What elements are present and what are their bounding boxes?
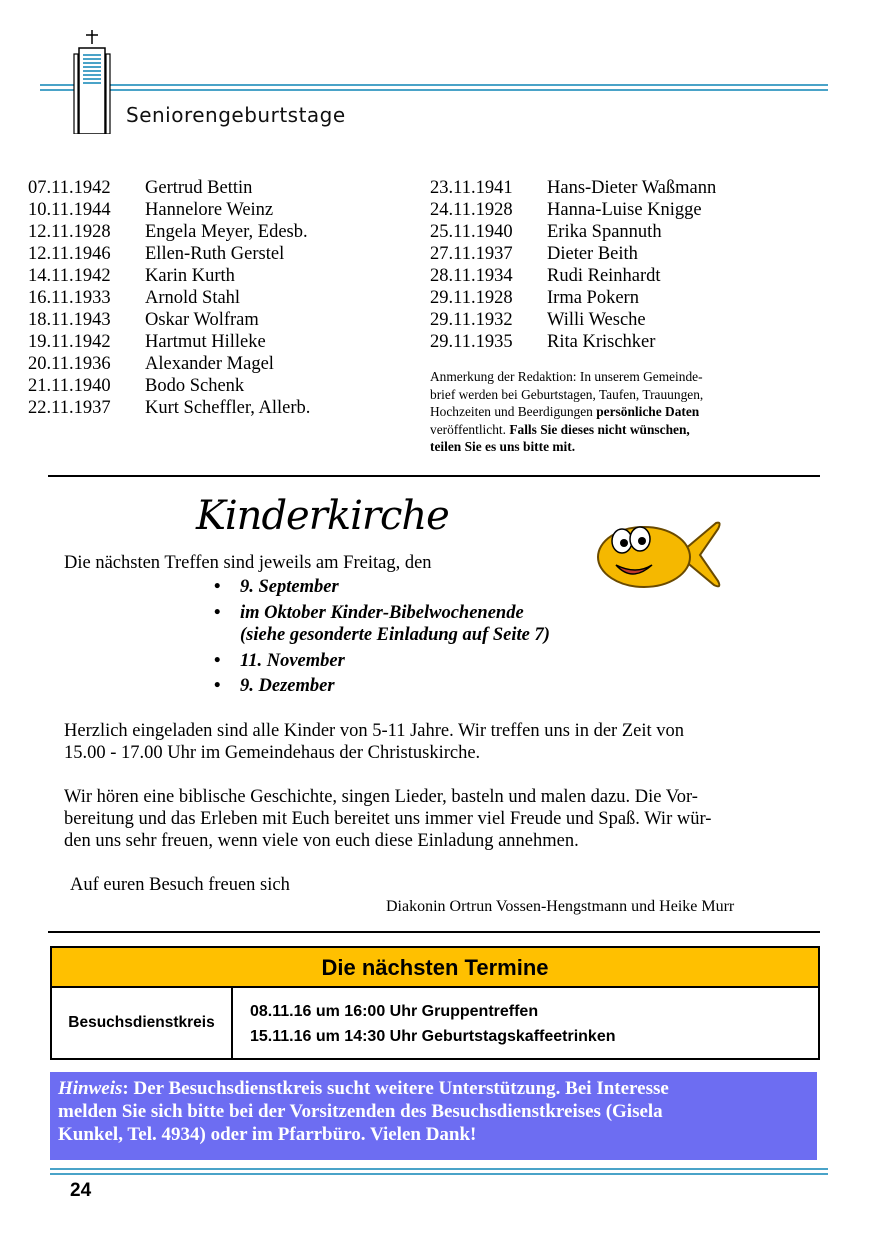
kinderkirche-closing: Auf euren Besuch freuen sich (70, 875, 290, 895)
list-item: 24.11.1928 Hanna-Luise Knigge (430, 200, 702, 220)
list-item: • 9. Dezember (214, 676, 335, 696)
birthday-list-left (28, 177, 310, 419)
list-item: 29.11.1932 Willi Wesche (430, 310, 646, 330)
page-number: 24 (70, 1180, 92, 1201)
list-item: 21.11.1940 Bodo Schenk (28, 376, 245, 396)
footer-rule-top (50, 1168, 828, 1170)
list-item: 19.11.1942 Hartmut Hilleke (28, 332, 266, 352)
list-item: • im Oktober Kinder-Bibelwochenende (siehe gesonderte Einladung auf Seite 7) (214, 602, 550, 645)
editorial-note: Anmerkung der Redaktion: In unserem Gemeinde- brief werden bei Geburtstagen, Taufen, Trauungen, Hochzeiten und Beerdigungen persönliche Daten veröffentlicht. Falls Sie dieses nicht wünschen, teilen Sie es uns bitte mit. (430, 369, 704, 454)
list-item: • 9. September (214, 577, 339, 597)
table-row: 15.11.16 um 14:30 Uhr Geburtstagskaffeetrinken (250, 1028, 616, 1045)
list-item: 12.11.1946 Ellen-Ruth Gerstel (28, 244, 285, 264)
kinderkirche-title: Kinderkirche (196, 493, 449, 539)
birthday-list-right (430, 177, 716, 353)
list-item: 22.11.1937 Kurt Scheffler, Allerb. (28, 398, 311, 418)
page-title: Seniorengeburtstage (126, 103, 346, 127)
list-item: 28.11.1934 Rudi Reinhardt (430, 266, 661, 286)
list-item: 29.11.1935 Rita Krischker (430, 332, 656, 352)
footer-rule-bottom (50, 1173, 828, 1175)
kinderkirche-intro: Die nächsten Treffen sind jeweils am Freitag, den (64, 553, 432, 573)
list-item: 07.11.1942 Gertrud Bettin (28, 178, 253, 198)
list-item: 27.11.1937 Dieter Beith (430, 244, 638, 264)
list-item: 16.11.1933 Arnold Stahl (28, 288, 241, 308)
list-item: • 11. November (214, 650, 345, 671)
kinderkirche-dates (214, 576, 550, 698)
kinderkirche-signature: Diakonin Ortrun Vossen-Hengstmann und Heike Murr (386, 898, 735, 915)
section-divider (48, 475, 820, 477)
header-rule-top (40, 84, 828, 86)
list-item: 29.11.1928 Irma Pokern (430, 288, 639, 308)
termine-items (250, 999, 616, 1049)
list-item: 12.11.1928 Engela Meyer, Edesb. (28, 222, 308, 242)
list-item: 18.11.1943 Oskar Wolfram (28, 310, 259, 330)
section-divider (48, 931, 820, 933)
kinderkirche-paragraph-1: Herzlich eingeladen sind alle Kinder von 5-11 Jahre. Wir treffen uns in der Zeit von 15.00 - 17.00 Uhr im Gemeindehaus der Christuskirche. (64, 721, 685, 763)
list-item: 20.11.1936 Alexander Magel (28, 354, 274, 374)
list-item: 25.11.1940 Erika Spannuth (430, 222, 662, 242)
list-item: 23.11.1941 Hans-Dieter Waßmann (430, 178, 717, 198)
table-row: 08.11.16 um 16:00 Uhr Gruppentreffen (250, 1003, 539, 1020)
church-tower-icon (70, 30, 114, 134)
termine-title: Die nächsten Termine (52, 948, 818, 988)
hinweis-box: Hinweis: Der Besuchsdienstkreis sucht weitere Unterstützung. Bei Interesse melden Sie sich bitte bei der Vorsitzenden des Besuchsdienstkreises (Gisela Kunkel, Tel. 4934) oder im Pfarrbüro. Vielen Dank! (50, 1072, 817, 1160)
fish-icon (592, 515, 722, 593)
header-rule-bottom (40, 89, 828, 91)
termine-group: Besuchsdienstkreis (52, 988, 233, 1058)
kinderkirche-paragraph-2: Wir hören eine biblische Geschichte, singen Lieder, basteln und malen dazu. Die Vor- bereitung und das Erleben mit Euch bereitet uns immer viel Freude und Spaß. Wir wür- den uns sehr freuen, wenn viele von euch diese Einladung annehmen. (64, 787, 712, 851)
list-item: 14.11.1942 Karin Kurth (28, 266, 235, 286)
list-item: 10.11.1944 Hannelore Weinz (28, 200, 274, 220)
